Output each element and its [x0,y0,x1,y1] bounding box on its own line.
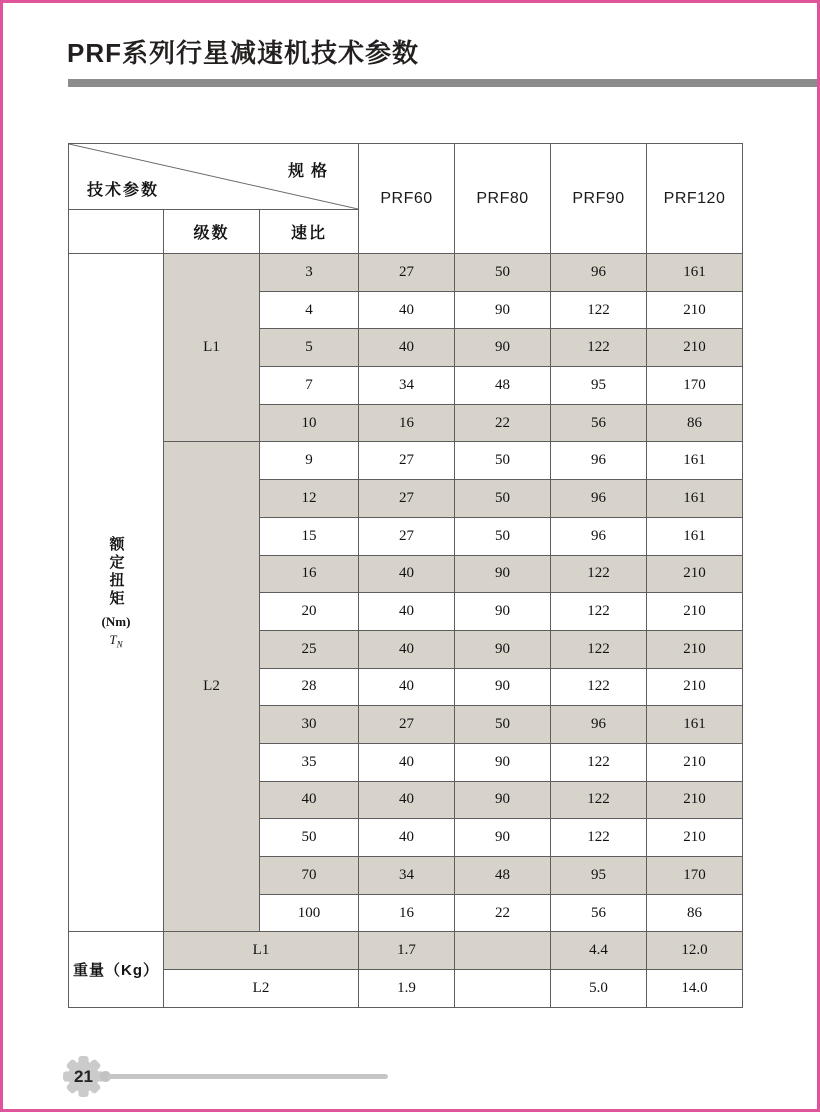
torque-value-cell: 122 [551,781,647,819]
torque-value-cell: 86 [647,894,743,932]
torque-value-cell: 50 [455,517,551,555]
torque-value-cell: 95 [551,367,647,405]
torque-value-cell: 40 [359,668,455,706]
torque-value-cell: 122 [551,668,647,706]
weight-value-cell: 1.9 [359,970,455,1008]
ratio-cell: 10 [260,404,359,442]
torque-value-cell: 22 [455,894,551,932]
torque-value-cell: 90 [455,291,551,329]
torque-value-cell: 96 [551,517,647,555]
page-number-gear-icon [62,1055,105,1098]
footer-rule [107,1074,388,1079]
torque-value-cell: 27 [359,480,455,518]
torque-value-cell: 96 [551,480,647,518]
torque-value-cell: 122 [551,555,647,593]
torque-value-cell: 50 [455,706,551,744]
torque-value-cell: 161 [647,254,743,292]
torque-value-cell: 96 [551,706,647,744]
torque-value-cell: 122 [551,291,647,329]
corner-tech-label: 技术参数 [87,182,160,199]
torque-value-cell: 40 [359,819,455,857]
torque-value-cell: 16 [359,404,455,442]
torque-value-cell: 210 [647,819,743,857]
ratio-cell: 20 [260,593,359,631]
torque-label [69,536,163,650]
ratio-cell: 4 [260,291,359,329]
torque-value-cell: 210 [647,329,743,367]
title-underline-bar [68,79,820,87]
torque-value-cell: 16 [359,894,455,932]
torque-label-cell [69,254,164,932]
torque-value-cell: 210 [647,743,743,781]
torque-value-cell: 40 [359,555,455,593]
torque-unit: (Nm) [101,613,131,629]
params-table [68,143,743,1008]
torque-value-cell: 90 [455,593,551,631]
torque-value-cell: 122 [551,819,647,857]
torque-value-cell: 22 [455,404,551,442]
torque-value-cell: 86 [647,404,743,442]
torque-value-cell: 96 [551,442,647,480]
torque-value-cell: 170 [647,367,743,405]
torque-value-cell: 40 [359,781,455,819]
torque-value-cell: 56 [551,894,647,932]
corner-spec-label: 规格 [288,163,335,180]
ratio-cell: 30 [260,706,359,744]
weight-value-cell [455,970,551,1008]
col-header-prf80: PRF80 [455,144,551,254]
torque-value-cell: 210 [647,291,743,329]
torque-value-cell: 90 [455,555,551,593]
torque-value-cell: 48 [455,857,551,895]
ratio-cell: 25 [260,630,359,668]
ratio-cell: 28 [260,668,359,706]
torque-value-cell: 27 [359,517,455,555]
weight-level-cell: L1 [164,932,359,970]
ratio-cell: 7 [260,367,359,405]
torque-value-cell: 90 [455,668,551,706]
table-row [69,442,743,480]
torque-value-cell: 90 [455,819,551,857]
weight-label-cell: 重量（Kg） [69,932,164,1008]
torque-value-cell: 210 [647,668,743,706]
weight-row [69,932,743,970]
ratio-cell: 35 [260,743,359,781]
ratio-cell: 3 [260,254,359,292]
torque-value-cell: 50 [455,442,551,480]
table-row [69,254,743,292]
torque-value-cell: 40 [359,743,455,781]
torque-value-cell: 95 [551,857,647,895]
weight-value-cell: 4.4 [551,932,647,970]
torque-value-cell: 122 [551,743,647,781]
header-row-1 [69,144,743,210]
torque-value-cell: 161 [647,442,743,480]
torque-value-cell: 40 [359,329,455,367]
ratio-cell: 40 [260,781,359,819]
torque-value-cell: 27 [359,706,455,744]
weight-value-cell: 12.0 [647,932,743,970]
torque-value-cell: 122 [551,630,647,668]
ratio-cell: 16 [260,555,359,593]
torque-value-cell: 161 [647,480,743,518]
torque-value-cell: 56 [551,404,647,442]
torque-value-cell: 50 [455,480,551,518]
torque-value-cell: 210 [647,593,743,631]
ratio-cell: 70 [260,857,359,895]
weight-value-cell: 14.0 [647,970,743,1008]
torque-value-cell: 27 [359,442,455,480]
torque-vertical-text: 额定扭矩 [107,535,125,608]
ratio-cell: 50 [260,819,359,857]
torque-value-cell: 40 [359,593,455,631]
sub-header-level: 级数 [164,210,260,254]
col-header-prf90: PRF90 [551,144,647,254]
torque-symbol: $T_N$ [109,631,123,650]
col-header-prf60: PRF60 [359,144,455,254]
weight-value-cell: 5.0 [551,970,647,1008]
ratio-cell: 9 [260,442,359,480]
torque-value-cell: 34 [359,857,455,895]
torque-value-cell: 90 [455,781,551,819]
torque-value-cell: 40 [359,291,455,329]
level-cell-l2: L2 [164,442,260,932]
torque-value-cell: 122 [551,329,647,367]
ratio-cell: 100 [260,894,359,932]
table-body [69,144,743,1008]
torque-value-cell: 170 [647,857,743,895]
torque-value-cell: 210 [647,630,743,668]
torque-value-cell: 90 [455,630,551,668]
torque-value-cell: 96 [551,254,647,292]
weight-row [69,970,743,1008]
empty-header-cell [69,210,164,254]
ratio-cell: 15 [260,517,359,555]
torque-value-cell: 210 [647,555,743,593]
weight-value-cell [455,932,551,970]
ratio-cell: 12 [260,480,359,518]
torque-value-cell: 90 [455,743,551,781]
torque-value-cell: 50 [455,254,551,292]
torque-value-cell: 40 [359,630,455,668]
torque-value-cell: 48 [455,367,551,405]
torque-value-cell: 210 [647,781,743,819]
weight-level-cell: L2 [164,970,359,1008]
weight-value-cell: 1.7 [359,932,455,970]
col-header-prf120: PRF120 [647,144,743,254]
page-number: 21 [74,1066,93,1086]
torque-value-cell: 122 [551,593,647,631]
level-cell-l1: L1 [164,254,260,442]
page-title: PRF系列行星减速机技术参数 [67,38,420,68]
torque-value-cell: 161 [647,517,743,555]
torque-value-cell: 27 [359,254,455,292]
torque-value-cell: 90 [455,329,551,367]
sub-header-ratio: 速比 [260,210,359,254]
corner-cell [69,144,359,210]
torque-value-cell: 34 [359,367,455,405]
ratio-cell: 5 [260,329,359,367]
torque-value-cell: 161 [647,706,743,744]
